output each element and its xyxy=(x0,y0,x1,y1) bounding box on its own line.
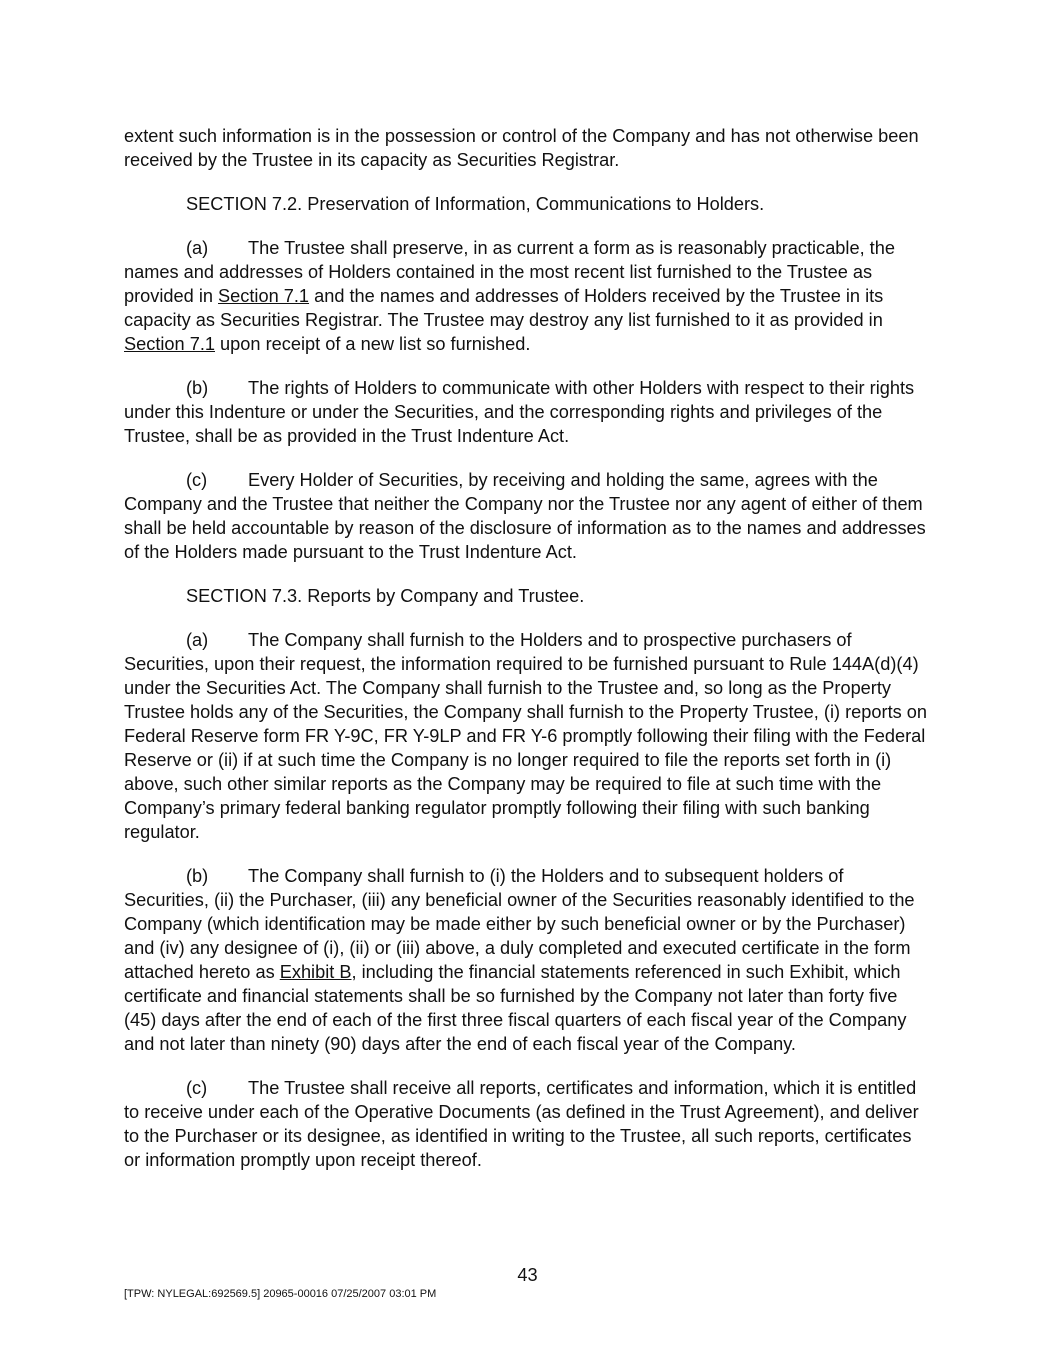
clause-label: (a) xyxy=(186,630,209,650)
section-7-3-heading: SECTION 7.3. Reports by Company and Trustee. xyxy=(186,586,585,606)
section-7-2-heading: SECTION 7.2. Preservation of Information, Communications to Holders. xyxy=(186,194,765,214)
paragraph-continuation: extent such information is in the possession or control of the Company and has not otherwise been received by the Trustee in its capacity as Securities Registrar. xyxy=(124,126,919,170)
clause-label: (c) xyxy=(186,470,208,490)
clause-label: (b) xyxy=(186,378,209,398)
document-body xyxy=(124,124,930,1192)
clause-label: (b) xyxy=(186,866,209,886)
section-7-2-b: (b) The rights of Holders to communicate with other Holders with respect to their rights under this Indenture or under the Securities, and the corresponding rights and privileges of the Trustee, shall be as provided in the Trust Indenture Act. xyxy=(124,378,915,446)
section-7-3-c: (c) The Trustee shall receive all reports, certificates and information, which it is entitled to receive under each of the Operative Documents (as defined in the Trust Agreement), and deliver to the Purchaser or its designee, as identified in writing to the Trustee, all such reports, certificates or information promptly upon receipt thereof. xyxy=(124,1078,919,1170)
exhibit-b-reference: Exhibit B xyxy=(279,962,352,982)
section-7-2-a: (a) The Trustee shall preserve, in as current a form as is reasonably practicable, the names and addresses of Holders contained in the most recent list furnished to the Trustee as provided in Section 7.1 and the names and addresses of Holders received by the Trustee in its capacity as Securities Registrar. The Trustee may destroy any list furnished to it as provided in Section 7.1 upon receipt of a new list so furnished. xyxy=(124,238,895,354)
section-7-3-b: (b) The Company shall furnish to (i) the Holders and to subsequent holders of Securities, (ii) the Purchaser, (iii) any beneficial owner of the Securities reasonably identified to the Company (which identification may be made either by such beneficial owner or by the Purchaser) and (iv) any designee of (i), (ii) or (iii) above, a duly completed and executed certificate in the form attached hereto as Exhibit B, including the financial statements referenced in such Exhibit, which certificate and financial statements shall be so furnished by the Company not later than forty five (45) days after the end of each of the first three fiscal quarters of each fiscal year of the Company and not later than ninety (90) days after the end of each fiscal year of the Company. xyxy=(124,866,915,1054)
page-number: 43 xyxy=(517,1265,538,1285)
document-footer: [TPW: NYLEGAL:692569.5] 20965-00016 07/25/2007 03:01 PM xyxy=(124,1288,437,1300)
section-7-2-c: (c) Every Holder of Securities, by receiving and holding the same, agrees with the Company and the Trustee that neither the Company nor the Trustee nor any agent of either of them shall be held accountable by reason of the disclosure of information as to the names and addresses of the Holders made pursuant to the Trust Indenture Act. xyxy=(124,470,926,562)
section-7-1-reference: Section 7.1 xyxy=(124,334,215,354)
section-7-1-reference: Section 7.1 xyxy=(218,286,310,306)
section-7-3-a: (a) The Company shall furnish to the Holders and to prospective purchasers of Securities, upon their request, the information required to be furnished pursuant to Rule 144A(d)(4) under the Securities Act. The Company shall furnish to the Trustee and, so long as the Property Trustee holds any of the Securities, the Company shall furnish to the Property Trustee, (i) reports on Federal Reserve form FR Y-9C, FR Y-9LP and FR Y-6 promptly following their filing with the Federal Reserve or (ii) if at such time the Company is no longer required to file the reports set forth in (i) above, such other similar reports as the Company may be required to file at such time with the Company’s primary federal banking regulator promptly following their filing with such banking regulator. xyxy=(124,630,927,842)
clause-label: (a) xyxy=(186,238,209,258)
clause-label: (c) xyxy=(186,1078,208,1098)
